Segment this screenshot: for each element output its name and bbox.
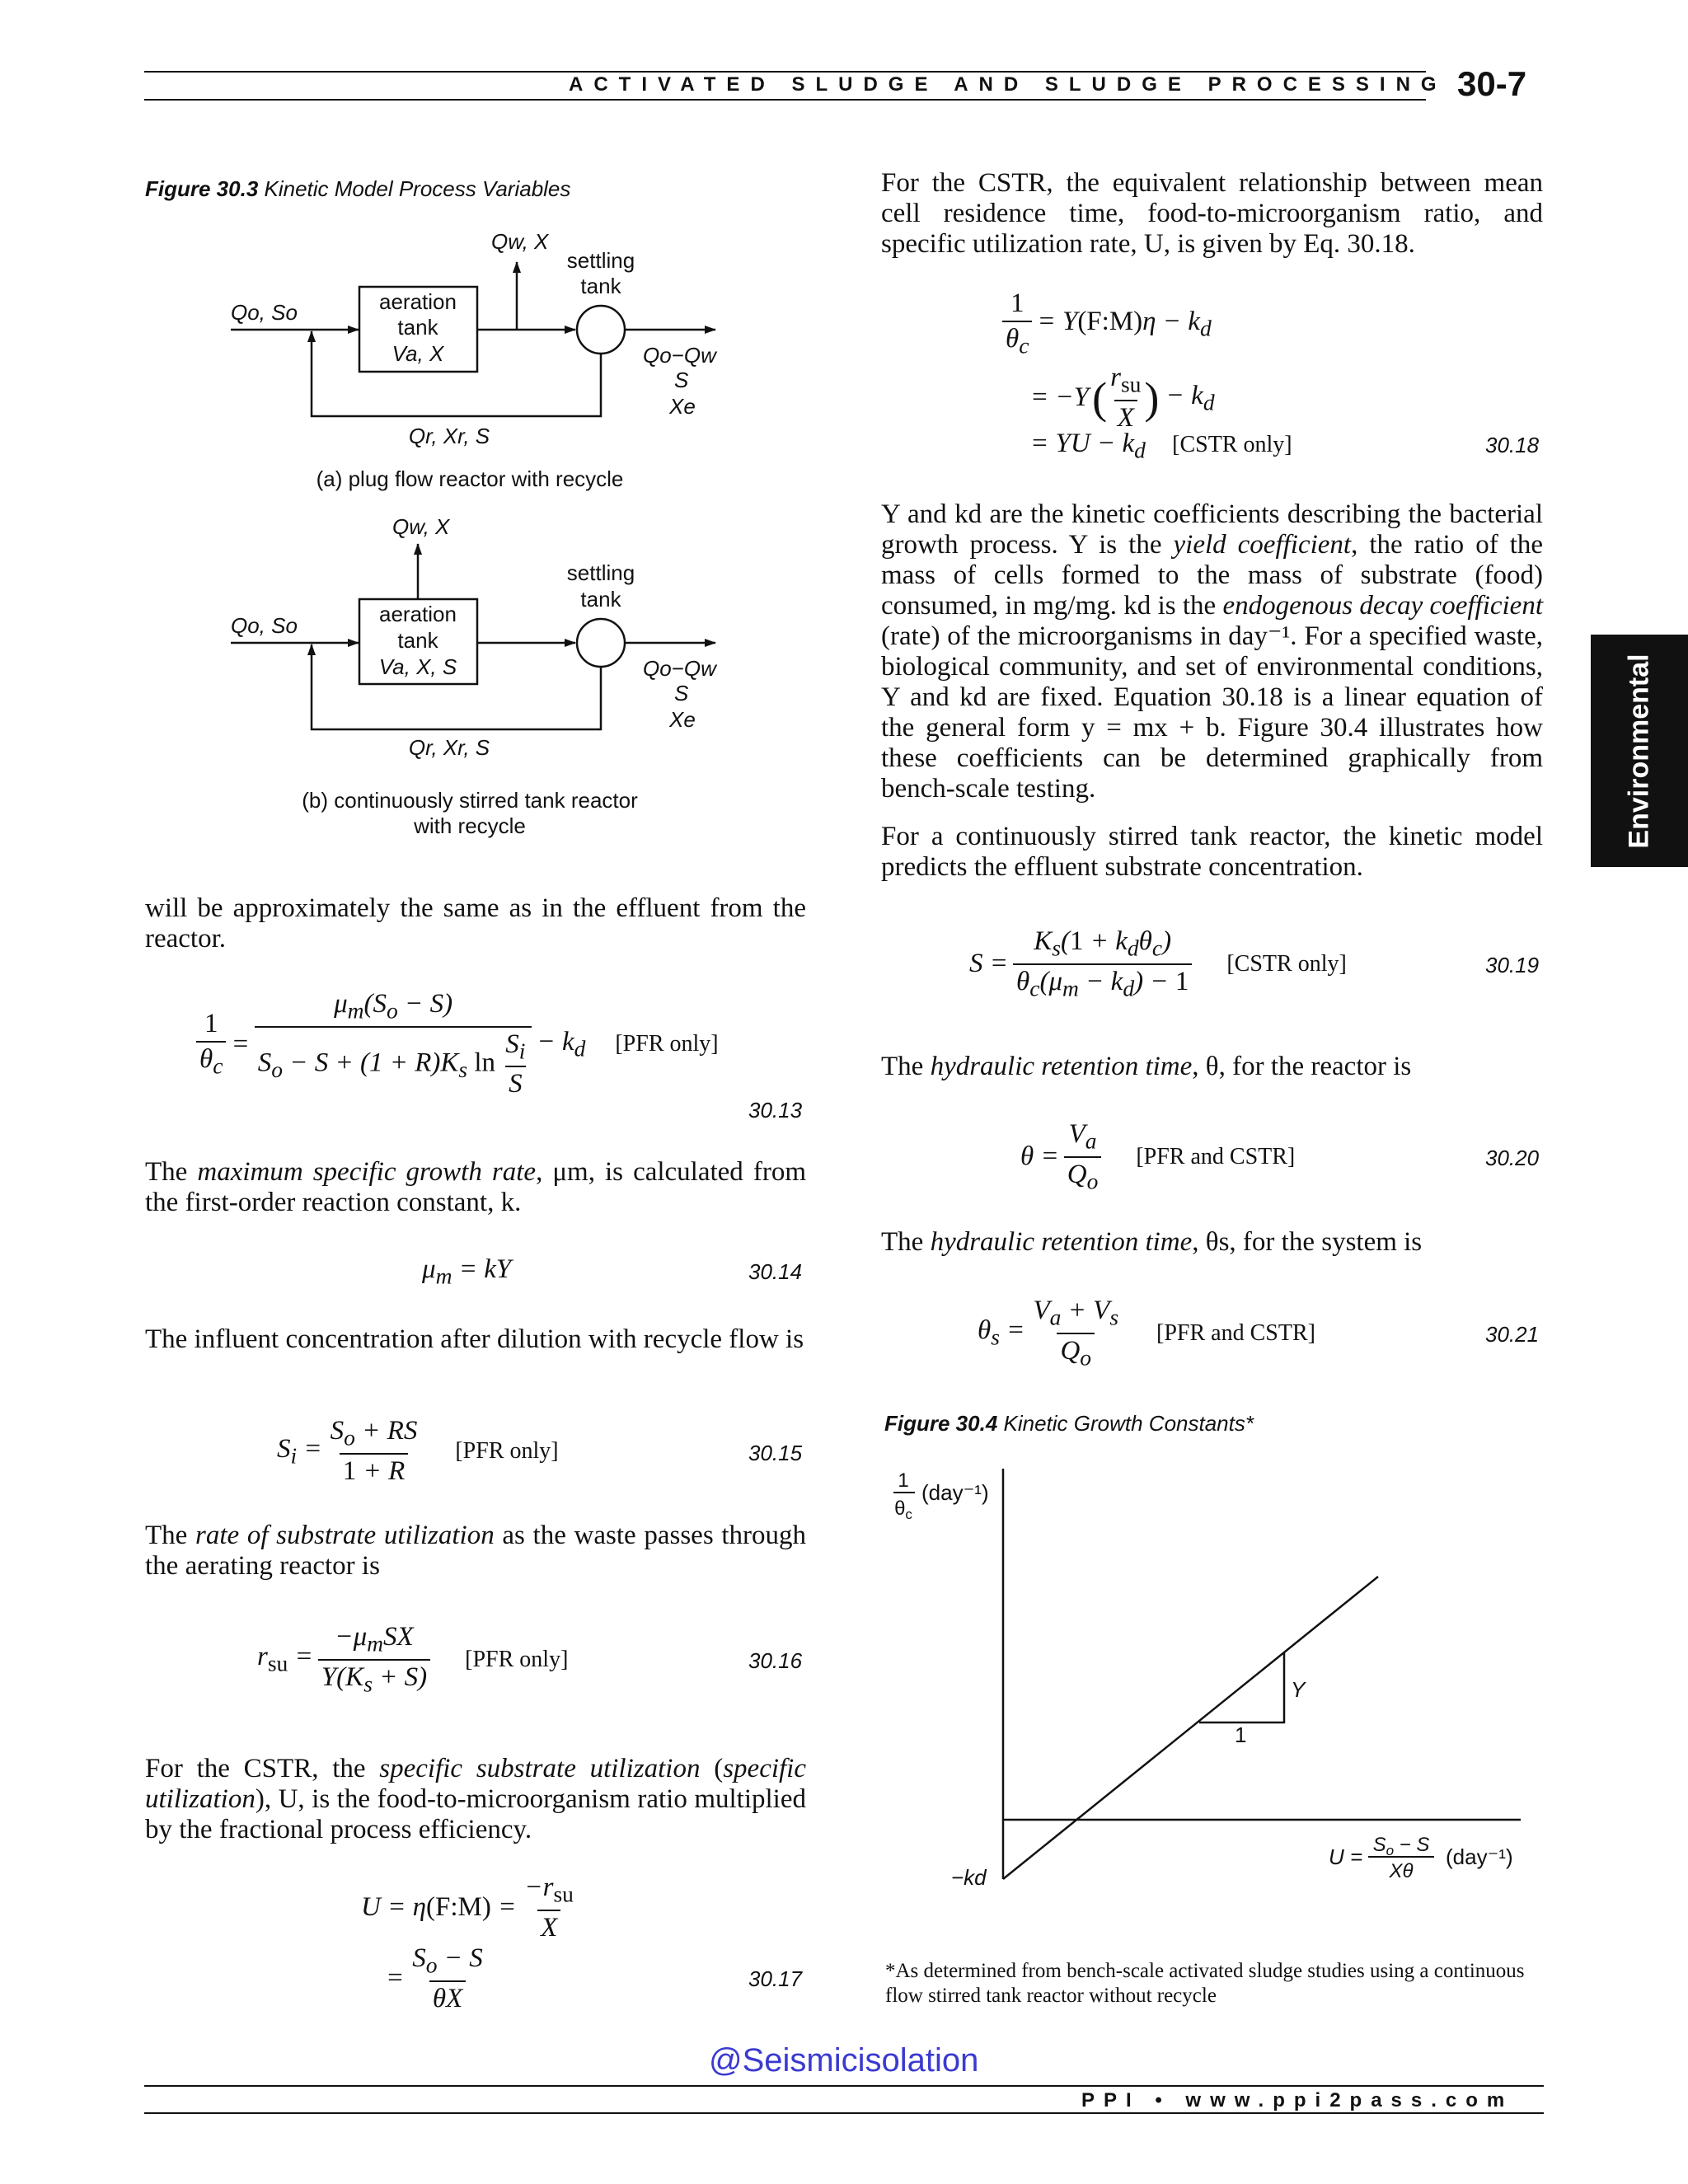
figure-30-4-graph bbox=[874, 1451, 1533, 1912]
footer-rule-bottom bbox=[144, 2112, 1544, 2114]
eq13-note: [PFR only] bbox=[615, 1031, 719, 1057]
equation-30-17-line1: U = η(F:M) = $\frac{-r_{su}}{X}$ bbox=[361, 1872, 574, 1943]
a-caption: (a) plug flow reactor with recycle bbox=[316, 466, 624, 491]
equation-30-16: $r_{su}$ = $\frac{-\mu_mSX}{Y(K_s + S)}$ [PFR only] bbox=[257, 1622, 569, 1697]
eq18-note: [CSTR only] bbox=[1172, 432, 1292, 457]
equation-30-18-line1: $\frac{1}{\theta_c}$ = Y(F:M)η − $k_d$ bbox=[997, 288, 1212, 359]
equation-30-18-line2: = −Y ( $\frac{r_{su}}{X}$ ) − $k_d$ bbox=[1030, 363, 1215, 433]
equation-30-14: $\mu_m$ = kY bbox=[422, 1254, 512, 1289]
left-paragraph-1: will be approximately the same as in the effluent from the reactor. bbox=[145, 893, 806, 954]
equation-number-30-20: 30.20 bbox=[1485, 1146, 1540, 1170]
footer-rule-top bbox=[144, 2085, 1544, 2087]
figure-30-4-title: Kinetic Growth Constants* bbox=[1003, 1411, 1254, 1436]
b-effluent-label-2: S bbox=[674, 681, 689, 705]
a-tank-label-2: tank bbox=[397, 315, 438, 340]
equation-30-19: S = $\frac{K_s(1 + k_d\theta_c)}{\theta_c(\mu_m - k_d) - 1}$ [CSTR only] bbox=[969, 926, 1347, 1001]
b-inflow-label: Qo, So bbox=[231, 613, 298, 638]
right-paragraph-1: For the CSTR, the equivalent relationship between mean cell residence time, food-to-microorganism ratio, and specific utilization rate, U, is given by Eq. 30.18. bbox=[881, 168, 1543, 259]
equation-number-30-13: 30.13 bbox=[748, 1098, 803, 1122]
b-effluent-label-3: Xe bbox=[669, 707, 696, 732]
y-axis-label-den: $\theta_c$ bbox=[894, 1497, 912, 1522]
right-paragraph-2: Y and kd are the kinetic coefficients describing the bacterial growth process. Y is the yield coefficient, the ratio of the mass of cells formed to the mass of substrate (food) consumed, in mg/mg. kd is the endogenous decay coefficient (rate) of the microorganisms in day⁻¹. For a specified waste, biological community, and set of environmental conditions, Y and kd are fixed. Equation 30.18 is a linear equation of the general form y = mx + b. Figure 30.4 illustrates how these coefficients can be determined graphically from bench-scale testing. bbox=[881, 499, 1544, 804]
b-tank-label-3: Va, X, S bbox=[378, 654, 457, 679]
b-effluent-label-1: Qo−Qw bbox=[643, 656, 716, 681]
section-tab bbox=[1591, 635, 1688, 867]
equation-number-30-15: 30.15 bbox=[748, 1441, 803, 1465]
left-paragraph-2: The maximum specific growth rate, μm, is calculated from the first-order reaction constant, k. bbox=[145, 1157, 807, 1217]
right-paragraph-4: The hydraulic retention time, θ, for the reactor is bbox=[881, 1052, 1412, 1081]
a-recycle-line bbox=[312, 331, 601, 416]
footer-text: PPI • www.ppi2pass.com bbox=[1081, 2089, 1514, 2111]
intercept-label: −kd bbox=[951, 1865, 987, 1890]
a-settling-label-1: settling bbox=[566, 248, 635, 273]
a-inflow-label: Qo, So bbox=[231, 300, 298, 325]
equation-30-18-line3: = YU − $k_d$ [CSTR only] bbox=[1030, 429, 1292, 463]
x-axis-unit: (day⁻¹) bbox=[1446, 1844, 1513, 1869]
x-axis-label-num: $S_o - S$ bbox=[1372, 1834, 1430, 1858]
b-settling-tank bbox=[577, 619, 625, 667]
section-tab-label: Environmental bbox=[1623, 653, 1655, 849]
equation-number-30-16: 30.16 bbox=[748, 1648, 803, 1673]
x-axis-label-den: Xθ bbox=[1389, 1860, 1414, 1882]
running-header: ACTIVATED SLUDGE AND SLUDGE PROCESSING bbox=[569, 73, 1447, 96]
eq21-note: [PFR and CSTR] bbox=[1156, 1319, 1315, 1346]
b-tank-label-2: tank bbox=[397, 628, 438, 653]
equation-number-30-21: 30.21 bbox=[1485, 1322, 1540, 1347]
right-paragraph-5: The hydraulic retention time, θs, for the system is bbox=[881, 1227, 1423, 1257]
y-axis-unit: (day⁻¹) bbox=[921, 1480, 989, 1505]
eq15-note: [PFR only] bbox=[455, 1437, 559, 1464]
figure-30-3-title: Kinetic Model Process Variables bbox=[264, 176, 571, 201]
y-axis-label-num: 1 bbox=[898, 1469, 909, 1492]
a-settling-tank bbox=[577, 306, 625, 354]
watermark: @Seismicisolation bbox=[709, 2042, 979, 2079]
right-paragraph-3: For a continuously stirred tank reactor, the kinetic model predicts the effluent substrate concentration. bbox=[881, 822, 1543, 882]
eq20-note: [PFR and CSTR] bbox=[1136, 1143, 1296, 1169]
b-settling-label-2: tank bbox=[580, 587, 621, 612]
page-number: 30-7 bbox=[1457, 64, 1527, 103]
a-settling-label-2: tank bbox=[580, 274, 621, 298]
equation-number-30-14: 30.14 bbox=[748, 1259, 803, 1284]
b-caption-line2: with recycle bbox=[414, 813, 526, 838]
eq16-note: [PFR only] bbox=[465, 1646, 569, 1672]
left-paragraph-5: For the CSTR, the specific substrate utilization (specific utilization), U, is the food-to-microorganism ratio multiplied by the fractional process efficiency. bbox=[145, 1754, 806, 1844]
b-tank-label-1: aeration bbox=[379, 602, 457, 626]
x-axis-label-u: U = bbox=[1329, 1844, 1363, 1869]
a-waste-label: Qw, X bbox=[491, 229, 549, 254]
left-paragraph-3: The influent concentration after dilution with recycle flow is bbox=[145, 1324, 804, 1354]
figure-30-4-footnote: *As determined from bench-scale activated sludge studies using a continuous flow stirred tank reactor without recycle bbox=[885, 1960, 1525, 2007]
b-caption-line1: (b) continuously stirred tank reactor bbox=[302, 788, 638, 813]
a-effluent-label-2: S bbox=[674, 368, 689, 392]
b-settling-label-1: settling bbox=[566, 560, 635, 585]
equation-30-17-line2: = $\frac{S_o - S}{\theta X}$ bbox=[386, 1943, 483, 2013]
run-label: 1 bbox=[1235, 1722, 1247, 1747]
equation-30-21: $\theta_s$ = $\frac{V_a + V_s}{Q_o}$ [PFR and CSTR] bbox=[978, 1296, 1315, 1371]
equation-number-30-18: 30.18 bbox=[1485, 433, 1540, 457]
equation-30-13: $\frac{1}{\theta_c}$ = $\mu_m(S_o - S)$ $S_o - S + (1 + R)K_s$ ln $\frac{S_i}{S}$ − $k_d$ [PFR only] bbox=[191, 989, 719, 1099]
figure-30-3-diagram bbox=[0, 0, 824, 857]
a-effluent-label-1: Qo−Qw bbox=[643, 343, 716, 368]
a-tank-label-3: Va, X bbox=[392, 341, 444, 366]
b-waste-label: Qw, X bbox=[392, 514, 450, 539]
figure-30-3-number: Figure 30.3 bbox=[145, 176, 259, 201]
equation-number-30-19: 30.19 bbox=[1485, 953, 1540, 977]
figure-30-4-number: Figure 30.4 bbox=[884, 1411, 998, 1436]
a-recycle-label: Qr, Xr, S bbox=[408, 424, 490, 448]
slope-label: Y bbox=[1291, 1677, 1306, 1702]
equation-30-20: θ = $\frac{V_a}{Q_o}$ [PFR and CSTR] bbox=[1020, 1119, 1296, 1194]
a-tank-label-1: aeration bbox=[379, 289, 457, 314]
equation-number-30-17: 30.17 bbox=[748, 1966, 803, 1991]
b-recycle-label: Qr, Xr, S bbox=[408, 735, 490, 760]
figure-30-4-caption bbox=[884, 1411, 1254, 1436]
regression-line bbox=[1003, 1577, 1378, 1879]
left-paragraph-4: The rate of substrate utilization as the waste passes through the aerating reactor is bbox=[145, 1521, 806, 1581]
eq19-note: [CSTR only] bbox=[1226, 950, 1347, 977]
equation-30-15: $S_i$ = $\frac{S_o + RS}{1 + R}$ [PFR only] bbox=[277, 1416, 559, 1486]
a-effluent-label-3: Xe bbox=[669, 394, 696, 419]
